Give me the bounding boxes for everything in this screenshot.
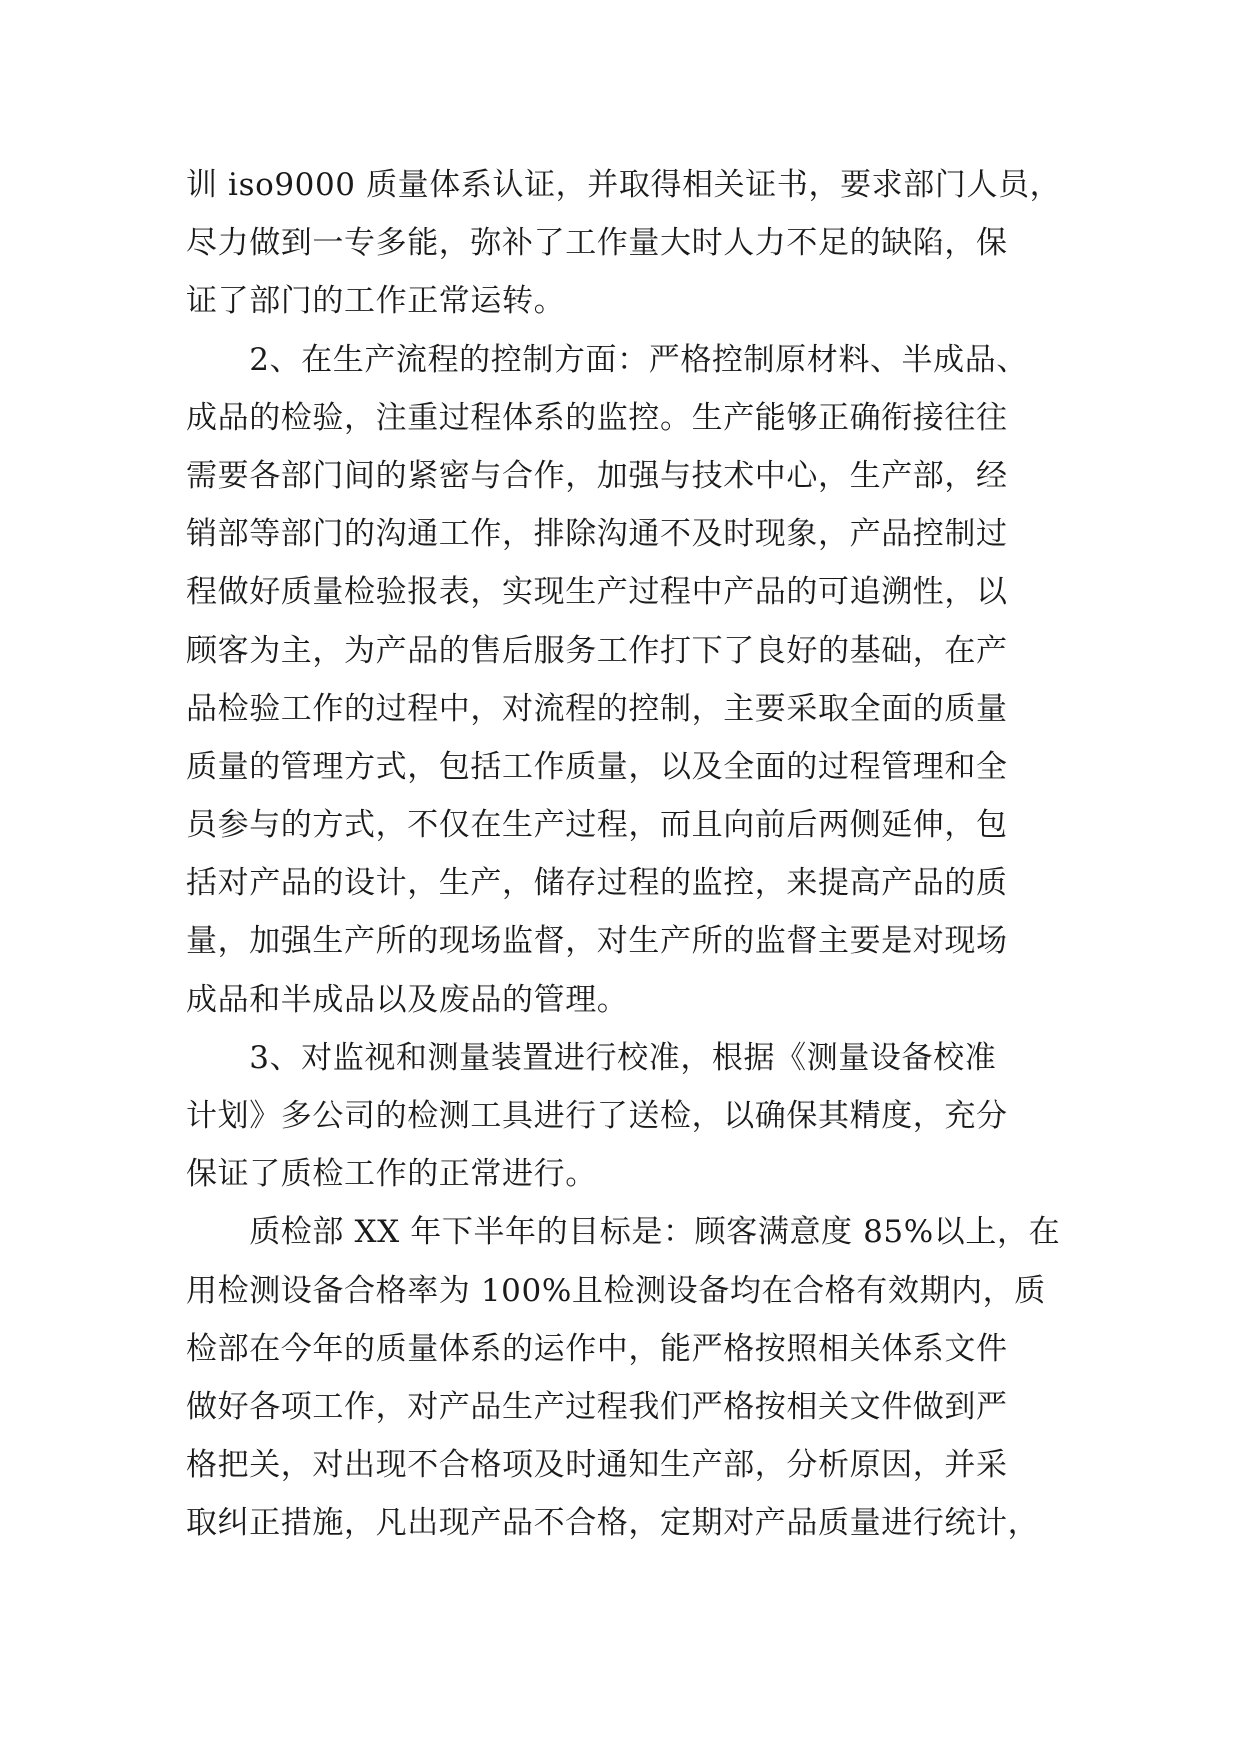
- text-line: 证了部门的工作正常运转。: [186, 283, 566, 320]
- text-line: 2、在生产流程的控制方面：严格控制原材料、半成品、: [186, 341, 1028, 378]
- text-line: 训 iso9000 质量体系认证，并取得相关证书，要求部门人员，: [186, 167, 1062, 203]
- text-line: 量，加强生产所的现场监督，对生产所的监督主要是对现场: [186, 923, 1008, 960]
- text-line: 用检测设备合格率为 100%且检测设备均在合格有效期内，质: [186, 1272, 1046, 1309]
- text-line: 员参与的方式，不仅在生产过程，而且向前后两侧延伸，包: [186, 807, 1008, 844]
- text-line: 程做好质量检验报表，实现生产过程中产品的可追溯性，以: [186, 574, 1008, 611]
- text-line: 质量的管理方式，包括工作质量，以及全面的过程管理和全: [186, 748, 1008, 785]
- text-line: 品检验工作的过程中，对流程的控制，主要采取全面的质量: [186, 690, 1008, 727]
- text-line: 格把关，对出现不合格项及时通知生产部，分析原因，并采: [186, 1447, 1008, 1484]
- text-line: 计划》多公司的检测工具进行了送检，以确保其精度，充分: [186, 1098, 1008, 1134]
- text-line: 保证了质检工作的正常进行。: [186, 1156, 597, 1193]
- text-line: 成品的检验，注重过程体系的监控。生产能够正确衔接往往: [186, 399, 1008, 436]
- text-line: 成品和半成品以及废品的管理。: [186, 981, 629, 1018]
- text-line: 尽力做到一专多能，弥补了工作量大时人力不足的缺陷，保: [186, 225, 1008, 262]
- document-body-text: [186, 156, 1066, 1553]
- text-line: 需要各部门间的紧密与合作，加强与技术中心，生产部，经: [186, 457, 1008, 494]
- text-line: 销部等部门的沟通工作，排除沟通不及时现象，产品控制过: [186, 516, 1008, 553]
- text-line: 做好各项工作，对产品生产过程我们严格按相关文件做到严: [186, 1388, 1008, 1425]
- text-line: 取纠正措施，凡出现产品不合格，定期对产品质量进行统计，: [186, 1505, 1040, 1542]
- text-line: 检部在今年的质量体系的运作中，能严格按照相关体系文件: [186, 1330, 1008, 1367]
- text-line: 3、对监视和测量装置进行校准，根据《测量设备校准: [186, 1039, 997, 1076]
- text-line: 顾客为主，为产品的售后服务工作打下了良好的基础，在产: [186, 632, 1008, 669]
- text-line: 质检部 XX 年下半年的目标是：顾客满意度 85%以上，在: [186, 1214, 1061, 1251]
- text-line: 括对产品的设计，生产，储存过程的监控，来提高产品的质: [186, 865, 1008, 902]
